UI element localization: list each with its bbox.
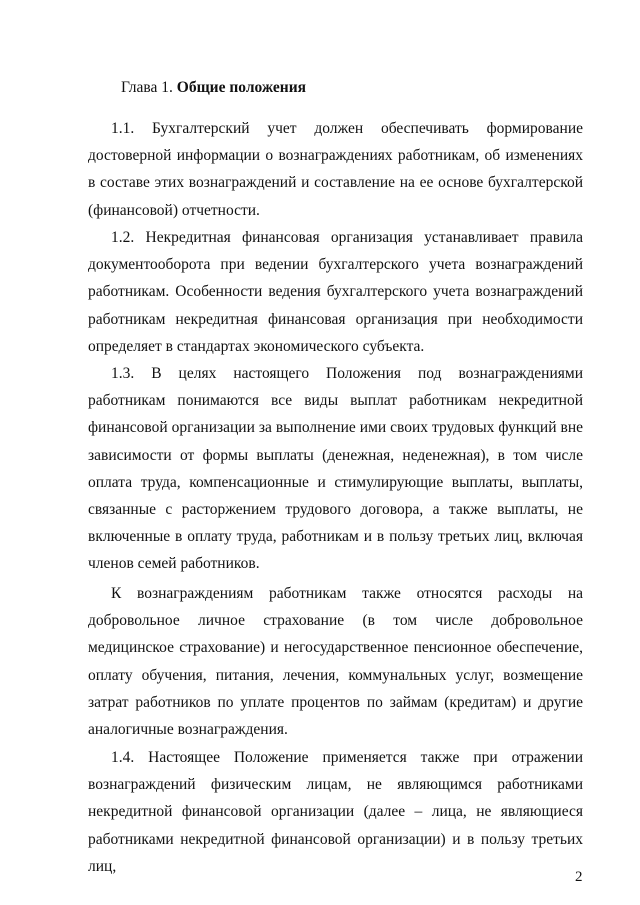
chapter-heading — [121, 78, 306, 98]
paragraph-1-1: 1.1. Бухгалтерский учет должен обеспечивать формирование достоверной информации о вознаграждениях работникам, об изменениях в составе этих вознаграждений и составление на ее основе бухгалтерской (финансовой) отчетности. — [88, 120, 583, 219]
page-number: 2 — [575, 869, 583, 885]
chapter-title: Общие положения — [176, 79, 307, 96]
paragraph-1-3: 1.3. В целях настоящего Положения под вознаграждениями работникам понимаются все виды выплат работникам некредитной финансовой организации за выполнение ими своих трудовых функций вне зависимости от формы выплаты (денежная, неденежная), в том числе оплата труда, компенсационные и стимулирующие выплаты, выплаты, связанные с расторжением трудового договора, а также выплаты, не включенные в оплату труда, работникам и в пользу третьих лиц, включая членов семей работников. — [88, 365, 583, 573]
chapter-prefix: Глава 1. — [121, 79, 177, 96]
paragraph-additional: К вознаграждениям работникам также относятся расходы на добровольное личное страхование (в том числе добровольное медицинское страхование) и негосударственное пенсионное обеспечение, оплату обучения, питания, лечения, коммунальных услуг, возмещение затрат работников по уплате процентов по займам (кредитам) и другие аналогичные вознаграждения. — [88, 585, 583, 739]
paragraph-1-4: 1.4. Настоящее Положение применяется также при отражении вознаграждений физическим лицам, не являющимся работниками некредитной финансовой организации (далее – лица, не являющиеся работниками некредитной финансовой организации) и в пользу третьих лиц, — [88, 749, 583, 875]
paragraph-1-2: 1.2. Некредитная финансовая организация устанавливает правила документооборота при ведении бухгалтерского учета вознаграждений работникам. Особенности ведения бухгалтерского учета вознаграждений работникам некредитная финансовая организация при необходимости определяет в стандартах экономического субъекта. — [88, 229, 583, 355]
